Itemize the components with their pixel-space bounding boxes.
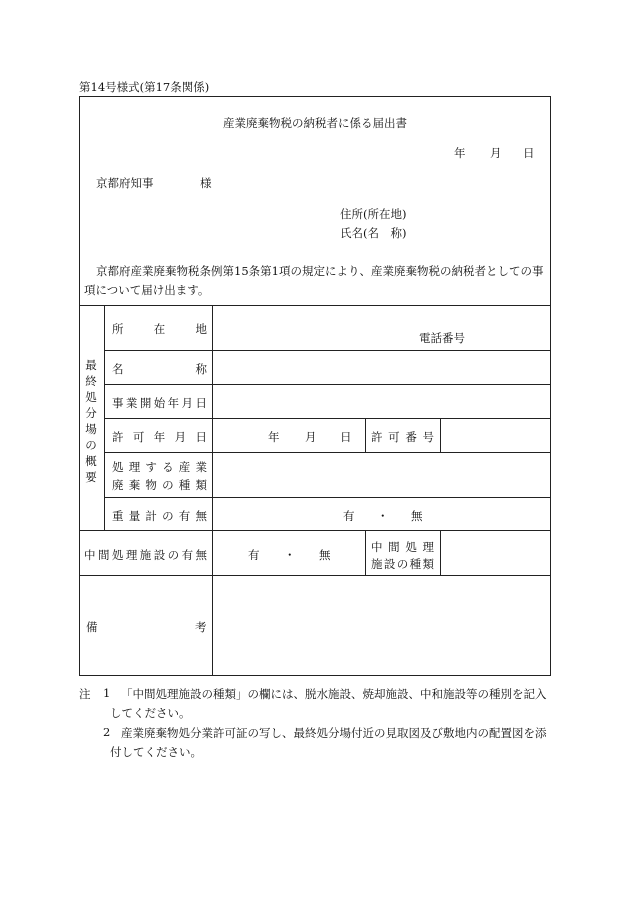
waste-type-l1-char-5: 産 <box>178 460 191 474</box>
scale-separator: ・ <box>377 509 389 523</box>
permit-number-field[interactable] <box>441 419 550 452</box>
permit-date-label <box>112 429 207 445</box>
body-text-line2: 項について届け出ます。 <box>84 283 210 297</box>
vert-label-char-4: 分 <box>85 406 97 420</box>
intermediate-label-char-1: 中 <box>84 548 96 562</box>
permit-day-label: 日 <box>340 430 352 444</box>
intermediate-yes-option[interactable]: 有 <box>248 548 260 562</box>
start-date-label-char-7: 日 <box>195 396 207 410</box>
permit-date-label-char-2: 可 <box>132 430 145 444</box>
permit-month-label: 月 <box>305 430 317 444</box>
addressee-name: 京都府知事 <box>96 176 154 190</box>
start-date-label <box>112 395 207 411</box>
note-2-line2: 付してください。 <box>110 745 202 759</box>
form-number: 第14号様式(第17条関係) <box>79 80 210 94</box>
start-date-field[interactable] <box>213 385 550 418</box>
waste-type-label-line2 <box>112 477 207 493</box>
scale-label-char-4: の <box>162 509 174 523</box>
location-label-char-3: 地 <box>195 322 207 336</box>
waste-type-l1-char-2: 理 <box>128 460 141 474</box>
inter-type-l1-char-1: 中 <box>371 540 383 554</box>
date-year-label: 年 <box>454 146 466 160</box>
intermediate-label-char-7: の <box>167 548 180 562</box>
inter-type-l2-char-2: 設 <box>383 557 396 571</box>
name-label <box>112 361 207 377</box>
permit-year-label: 年 <box>268 430 280 444</box>
location-field[interactable] <box>213 306 550 350</box>
note-2-number: 2 <box>103 725 111 739</box>
waste-type-label-line1 <box>112 459 207 475</box>
note-1-line1: 「中間処理施設の種類」の欄には、脱水施設、焼却施設、中和施設等の種別を記入 <box>121 687 547 701</box>
note-1-line2: してください。 <box>110 706 191 720</box>
intermediate-type-label-line1 <box>371 539 434 555</box>
vert-label-char-8: 要 <box>85 470 97 484</box>
intermediate-type-field[interactable] <box>441 531 550 575</box>
permit-number-label-char-3: 番 <box>405 430 417 444</box>
intermediate-label-char-5: 施 <box>139 548 152 562</box>
waste-type-l2-char-3: 物 <box>145 478 157 492</box>
vert-label-char-5: 場 <box>85 422 97 436</box>
inter-type-l2-char-4: 種 <box>409 557 422 571</box>
waste-type-l2-char-5: 種 <box>178 478 191 492</box>
waste-type-l2-char-2: 棄 <box>128 478 141 492</box>
inter-type-l2-char-1: 施 <box>371 557 383 571</box>
scale-label-char-1: 重 <box>112 509 124 523</box>
submitter-address-label: 住所(所在地) <box>340 207 407 221</box>
remarks-field[interactable] <box>213 576 550 675</box>
start-date-label-char-2: 業 <box>125 396 138 410</box>
start-date-label-char-5: 年 <box>167 396 180 410</box>
name-field[interactable] <box>213 351 550 384</box>
submitter-name-label: 氏名(名 称) <box>340 226 407 240</box>
date-month-label: 月 <box>490 146 502 160</box>
vert-label-char-7: 概 <box>85 454 97 468</box>
start-date-label-char-1: 事 <box>112 396 124 410</box>
waste-type-l2-char-4: の <box>162 478 174 492</box>
notes-prefix: 注 <box>79 687 91 701</box>
phone-number-label: 電話番号 <box>419 331 465 345</box>
document-title: 産業廃棄物税の納税者に係る届出書 <box>223 116 407 130</box>
start-date-label-char-3: 開 <box>139 396 152 410</box>
permit-number-label-char-4: 号 <box>422 430 434 444</box>
inter-type-l1-char-4: 理 <box>422 540 434 554</box>
waste-type-l1-char-1: 処 <box>112 460 124 474</box>
location-label-char-2: 在 <box>153 322 166 336</box>
waste-type-l2-char-6: 類 <box>195 478 207 492</box>
section-label-text <box>85 357 97 484</box>
permit-date-label-char-3: 年 <box>153 430 166 444</box>
waste-type-l2-char-1: 廃 <box>112 478 124 492</box>
note-1-number: 1 <box>103 686 111 700</box>
name-label-char-1: 名 <box>112 362 124 376</box>
location-label-char-1: 所 <box>112 322 124 336</box>
permit-date-label-char-1: 許 <box>112 430 124 444</box>
scale-label-char-3: 計 <box>145 509 157 523</box>
scale-label-char-2: 量 <box>128 509 141 523</box>
start-date-label-char-4: 始 <box>153 396 166 410</box>
intermediate-label-char-3: 処 <box>111 548 124 562</box>
intermediate-type-label-line2 <box>371 556 434 572</box>
intermediate-label-char-4: 理 <box>125 548 138 562</box>
vert-label-char-1: 最 <box>85 358 97 372</box>
scale-yes-option[interactable]: 有 <box>343 509 355 523</box>
intermediate-label-char-6: 設 <box>153 548 166 562</box>
intermediate-label-char-2: 間 <box>97 548 110 562</box>
name-label-char-2: 称 <box>195 362 207 376</box>
scale-label-char-6: 無 <box>195 509 207 523</box>
date-day-label: 日 <box>523 146 535 160</box>
waste-type-l1-char-4: る <box>162 460 174 474</box>
intermediate-label-char-9: 無 <box>195 548 207 562</box>
intermediate-no-option[interactable]: 無 <box>319 548 331 562</box>
waste-type-l1-char-3: す <box>145 460 157 474</box>
vert-label-char-6: の <box>85 438 97 452</box>
start-date-label-char-6: 月 <box>181 396 194 410</box>
inter-type-l1-char-3: 処 <box>405 540 417 554</box>
body-text-line1: 京都府産業廃棄物税条例第15条第1項の規定により、産業廃棄物税の納税者としての事 <box>96 264 544 278</box>
intermediate-facility-label <box>84 547 207 563</box>
waste-type-l1-char-6: 業 <box>195 460 207 474</box>
intermediate-separator: ・ <box>284 548 296 562</box>
permit-date-label-char-4: 月 <box>174 430 187 444</box>
addressee-honorific: 様 <box>200 176 212 190</box>
inter-type-l2-char-3: の <box>396 557 409 571</box>
permit-number-label <box>371 429 434 445</box>
waste-type-field[interactable] <box>213 453 550 497</box>
location-label <box>112 321 207 337</box>
vert-label-char-3: 処 <box>85 390 97 404</box>
remarks-label-left: 備 <box>86 620 98 634</box>
inter-type-l2-char-5: 類 <box>422 557 434 571</box>
section-label-landfill-overview <box>84 357 98 484</box>
remarks-label-right: 考 <box>195 620 207 634</box>
note-2-line1: 産業廃棄物処分業許可証の写し、最終処分場付近の見取図及び敷地内の配置図を添 <box>121 726 547 740</box>
intermediate-label-char-8: 有 <box>181 548 194 562</box>
permit-number-label-char-2: 可 <box>388 430 400 444</box>
scale-label <box>112 508 207 524</box>
vert-label-char-2: 終 <box>85 374 97 388</box>
scale-no-option[interactable]: 無 <box>411 509 423 523</box>
permit-date-label-char-5: 日 <box>195 430 207 444</box>
scale-label-char-5: 有 <box>178 509 191 523</box>
permit-number-label-char-1: 許 <box>371 430 383 444</box>
inter-type-l1-char-2: 間 <box>388 540 400 554</box>
